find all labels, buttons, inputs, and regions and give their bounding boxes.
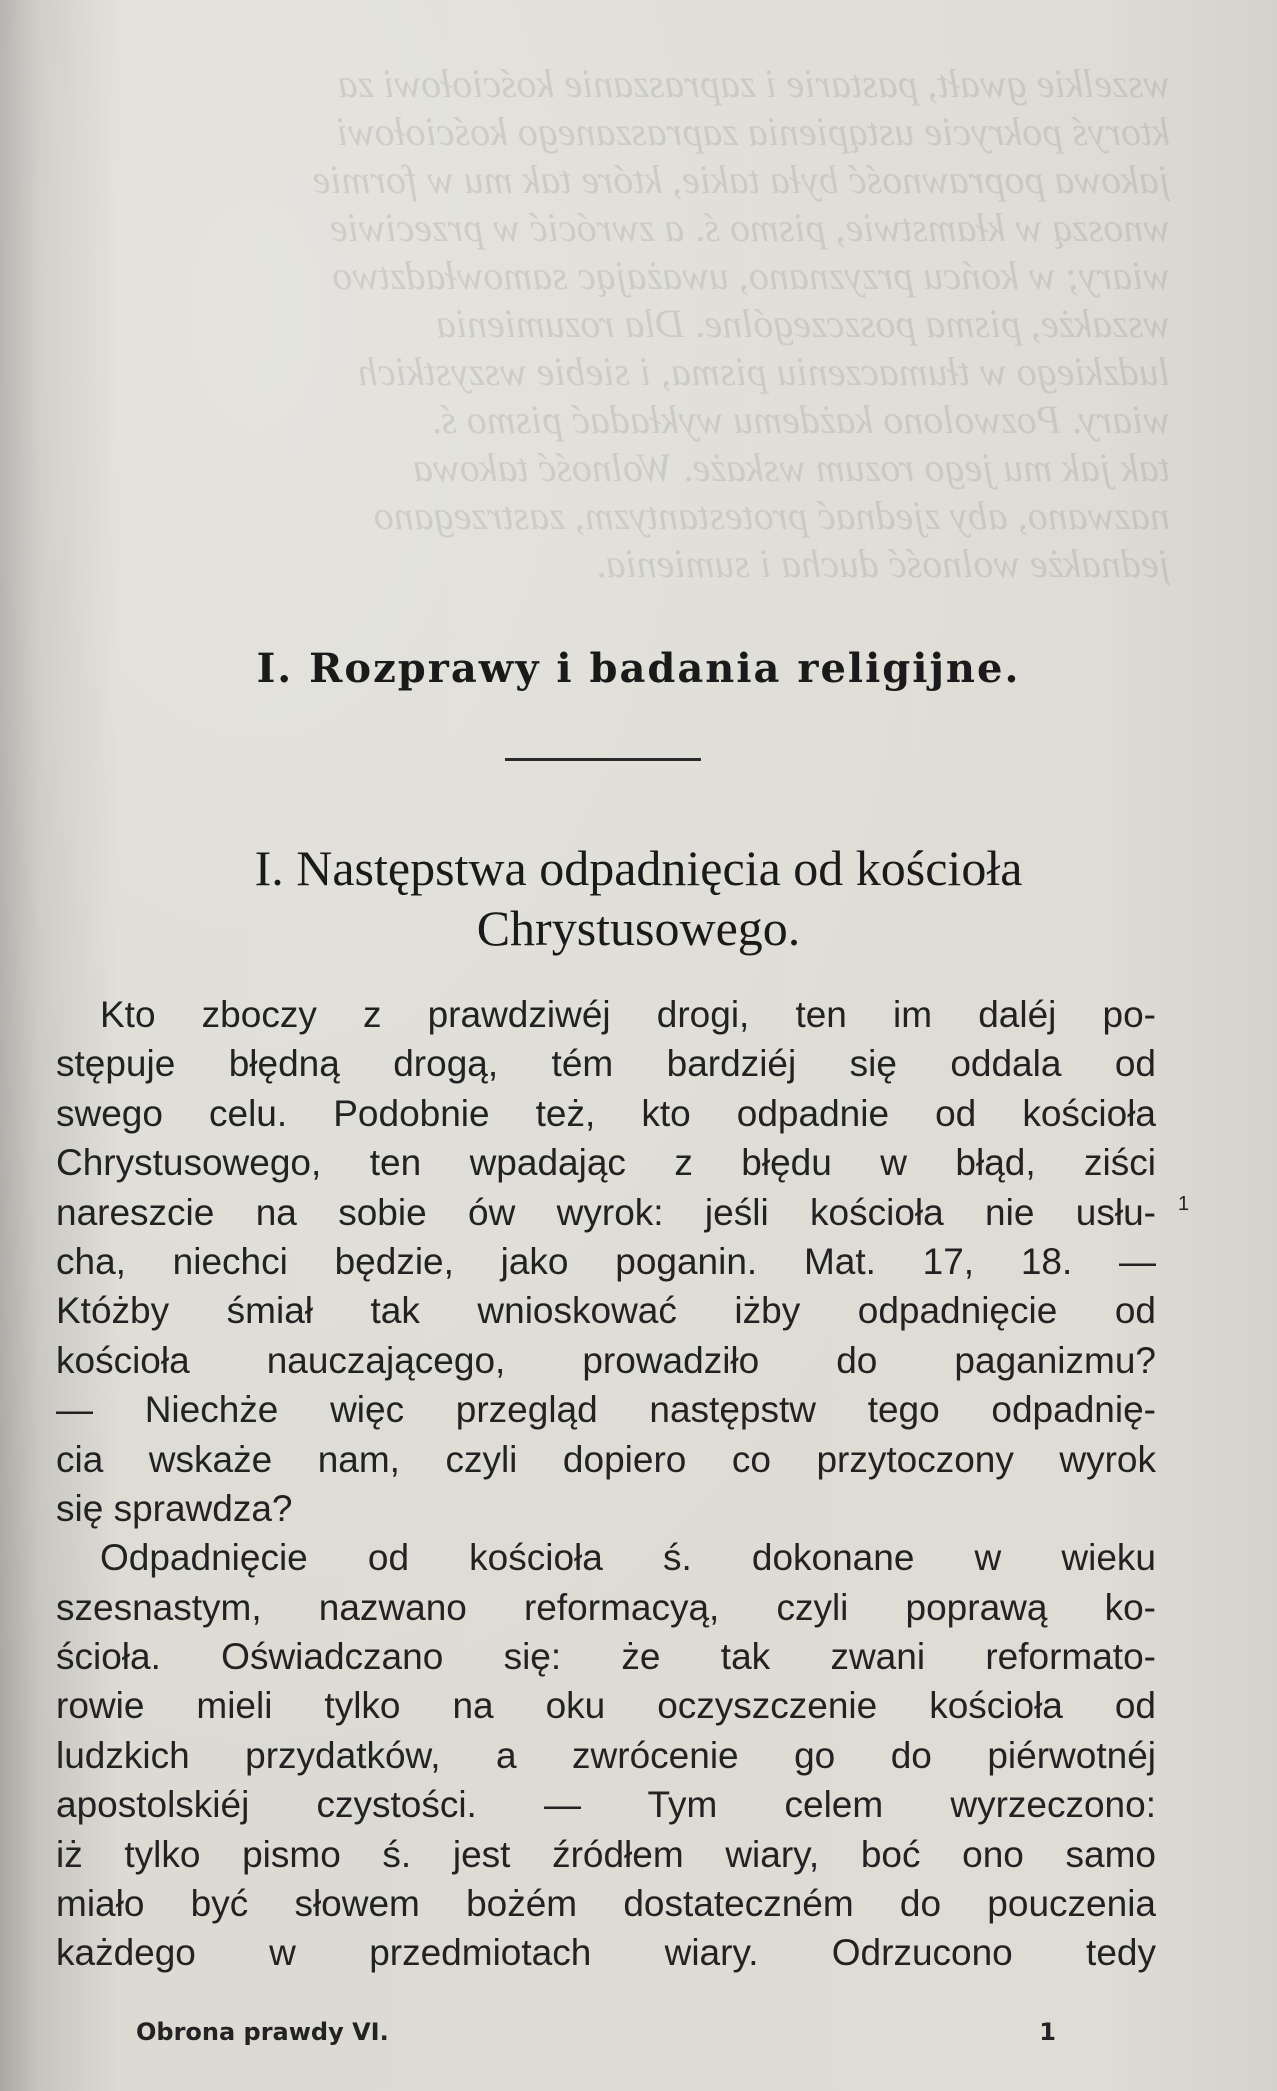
bleed-line: tak jak mu jego rozum wskaże. Wolność takowa xyxy=(413,445,1170,490)
text-line: się sprawdza? xyxy=(56,1487,293,1529)
text-line: rowie mieli tylko na oku oczyszczenie kościoła od xyxy=(56,1685,1156,1727)
divider-rule xyxy=(505,758,701,761)
bleed-line: ludzkiego w tłumaczeniu pisma, i siebie wszystkich xyxy=(357,349,1170,394)
body-text xyxy=(56,990,1156,1978)
text-line: ludzkich przydatków, a zwrócenie go do piérwotnéj xyxy=(56,1734,1156,1776)
text-line: każdego w przedmiotach wiary. Odrzucono tedy xyxy=(56,1932,1156,1974)
bleed-line: jednakże wolność ducha i sumienia. xyxy=(595,541,1170,586)
signature-mark: 1 xyxy=(1039,2018,1056,2046)
bleed-line: nazwano, aby zjednać protestantyzm, zastrzegano xyxy=(373,493,1170,538)
bleed-line: wszakże, pisma poszczególne. Dla rozumienia xyxy=(435,301,1170,346)
running-title: Obrona prawdy VI. xyxy=(136,2018,389,2046)
text-line: stępuje błędną drogą, tém bardziéj się oddala od xyxy=(56,1043,1156,1085)
bleed-line: wnoszą w kłamstwie, pismo ś. a zwrócić w przeciwie xyxy=(329,205,1170,250)
text-line: Chrystusowego, ten wpadając z błędu w błąd, ziści xyxy=(56,1142,1156,1184)
section-heading: I. Rozprawy i badania religijne. xyxy=(256,645,1021,692)
bleed-line: ktoryś pokrycie ustąpienia zapraszanego kościołowi xyxy=(336,109,1170,154)
chapter-title-line: Chrystusowego. xyxy=(476,900,801,956)
bleed-through-text xyxy=(60,60,1170,620)
bleed-line: wszelkie gwałt, pastarie i zapraszanie kościołowi za xyxy=(337,61,1170,106)
text-line: Któżby śmiał tak wnioskować iżby odpadnięcie od xyxy=(56,1290,1156,1332)
text-line: — Niechże więc przegląd następstw tego odpadnię- xyxy=(56,1389,1156,1431)
chapter-title xyxy=(0,838,1277,958)
text-line: Kto zboczy z prawdziwéj drogi, ten im daléj po- xyxy=(100,994,1156,1035)
page-footer xyxy=(136,2018,1056,2046)
text-line: kościoła nauczającego, prowadziło do paganizmu? xyxy=(56,1339,1156,1381)
text-line: iż tylko pismo ś. jest źródłem wiary, boć ono samo xyxy=(56,1833,1156,1875)
text-line: cia wskaże nam, czyli dopiero co przytoczony wyrok xyxy=(56,1438,1156,1480)
text-line: swego celu. Podobnie też, kto odpadnie od kościoła xyxy=(56,1092,1156,1134)
text-line: ścioła. Oświadczano się: że tak zwani reformato- xyxy=(56,1636,1156,1678)
text-line: miało być słowem bożém dostateczném do pouczenia xyxy=(56,1883,1156,1925)
text-line: cha, niechci będzie, jako poganin. Mat. 17, 18. — xyxy=(56,1240,1156,1282)
margin-number: 1 xyxy=(1178,1193,1190,1215)
text-line: nareszcie na sobie ów wyrok: jeśli kościoła nie usłu- xyxy=(56,1191,1156,1233)
chapter-title-line: I. Następstwa odpadnięcia od kościoła xyxy=(254,840,1023,896)
bleed-line: jakowa poprawność była takie, które tak mu w formie xyxy=(312,157,1170,202)
bleed-line: wiary. Pozwolono każdemu wykładać pismo ś. xyxy=(431,397,1170,442)
text-line: szesnastym, nazwano reformacyą, czyli poprawą ko- xyxy=(56,1586,1156,1628)
bleed-line: wiary; w końcu przyznano, uważając samowładztwo xyxy=(332,253,1170,298)
text-line: Odpadnięcie od kościoła ś. dokonane w wieku xyxy=(100,1537,1156,1579)
text-line: apostolskiéj czystości. — Tym celem wyrzeczono: xyxy=(56,1784,1156,1826)
